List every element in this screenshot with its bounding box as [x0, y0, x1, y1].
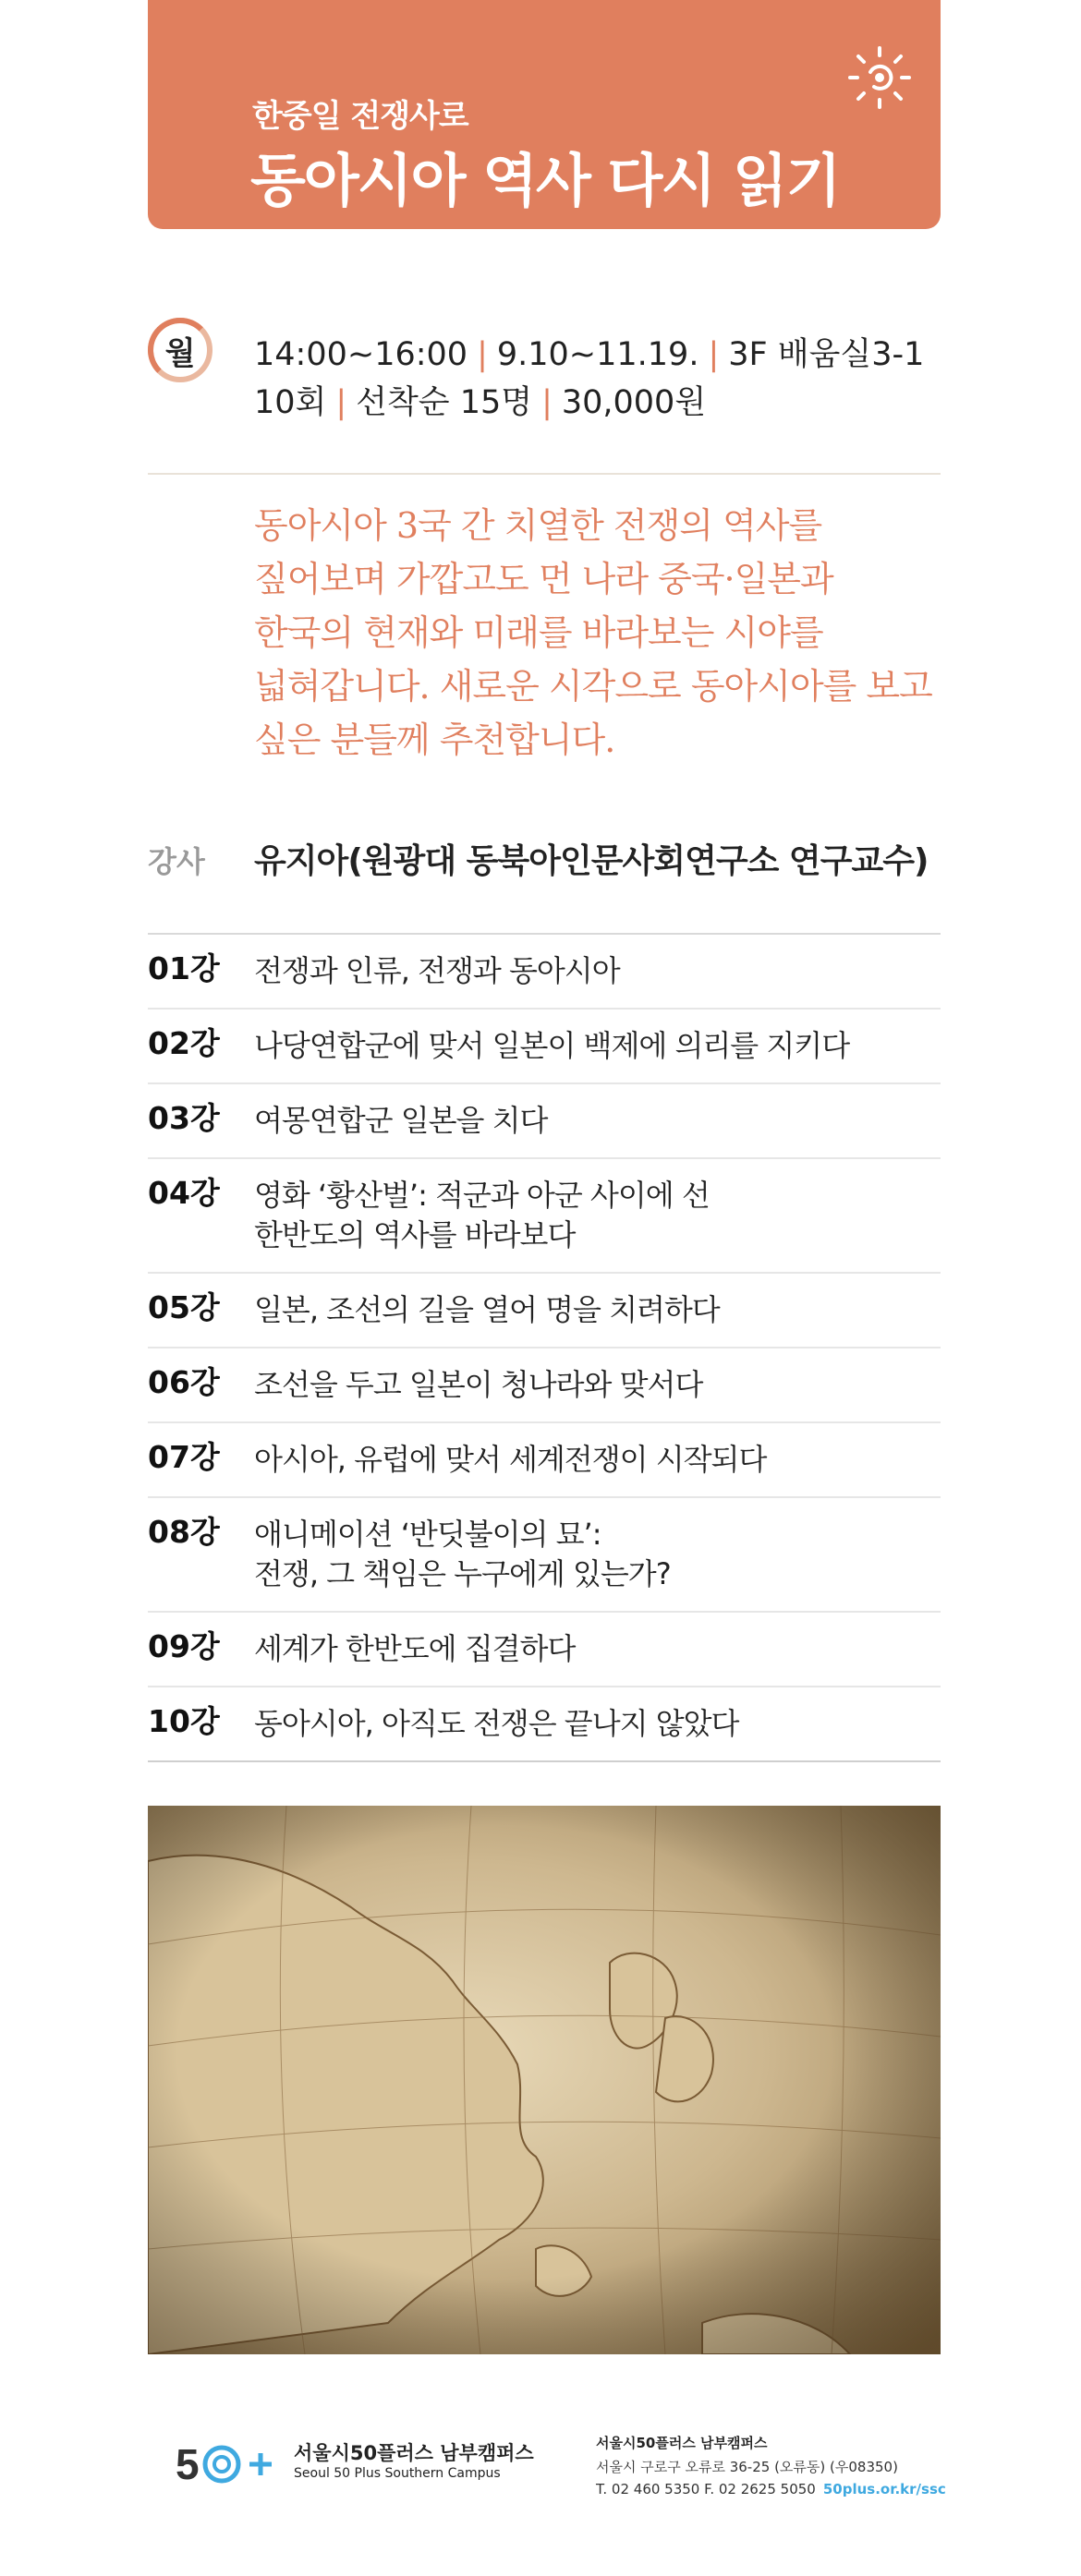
- lesson-row: [148, 1613, 941, 1687]
- schedule-fee: 30,000원: [561, 384, 707, 421]
- schedule-dates: 9.10~11.19.: [496, 336, 699, 373]
- lesson-title: [254, 1290, 720, 1330]
- lesson-title-line-1: 조선을 두고 일본이 청나라와 맞서다: [254, 1367, 703, 1402]
- lesson-title-line-1: 여몽연합군 일본을 치다: [254, 1103, 548, 1138]
- lesson-number: 02강: [148, 1025, 220, 1061]
- lesson-number: 08강: [148, 1514, 220, 1550]
- lesson-row: [148, 1010, 941, 1084]
- course-description: 동아시아 3국 간 치열한 전쟁의 역사를 짚어보며 가깝고도 먼 나라 중국·일본과 한국의 현재와 미래를 바라보는 시야를 넓혀갑니다. 새로운 시각으로 동아시아를 보고 싶은 분들께 추천합니다.: [254, 505, 932, 760]
- lesson-list: [148, 933, 941, 1762]
- schedule-line-2: 10회 | 선착순 15명 | 30,000원: [254, 384, 707, 421]
- lesson-title-line-2: 한반도의 역사를 바라보다: [254, 1217, 576, 1252]
- sun-logo-icon: [846, 44, 913, 111]
- lesson-title: [254, 1440, 766, 1480]
- lesson-row: [148, 1498, 941, 1613]
- day-label: 월: [164, 334, 196, 372]
- schedule-room: 3F 배움실3-1: [728, 336, 925, 373]
- lesson-row: [148, 1159, 941, 1274]
- lesson-title-line-1: 아시아, 유럽에 맞서 세계전쟁이 시작되다: [254, 1442, 767, 1477]
- lesson-row: [148, 1274, 941, 1348]
- lesson-row: [148, 1423, 941, 1498]
- lesson-title: [254, 1026, 849, 1066]
- lesson-title-line-1: 애니메이션 ‘반딧불이의 묘’:: [254, 1517, 601, 1552]
- svg-text:5: 5: [176, 2440, 200, 2488]
- lesson-number: 01강: [148, 950, 220, 986]
- schedule-sessions: 10회: [254, 384, 327, 421]
- footer-contact: [596, 2481, 946, 2497]
- footer-campus: 서울시50플러스 남부캠퍼스: [596, 2435, 768, 2451]
- footer-org-name: 서울시50플러스 남부캠퍼스: [294, 2442, 534, 2464]
- schedule-line-1: 14:00~16:00 | 9.10~11.19. | 3F 배움실3-1: [254, 336, 925, 373]
- divider: [148, 473, 941, 475]
- lesson-title-line-1: 전쟁과 인류, 전쟁과 동아시아: [254, 953, 620, 988]
- lesson-row: [148, 1084, 941, 1159]
- schedule-capacity: 선착순 15명: [356, 384, 533, 421]
- lesson-number: 04강: [148, 1175, 220, 1211]
- lesson-number: 07강: [148, 1439, 220, 1475]
- lesson-title-line-1: 나당연합군에 맞서 일본이 백제에 의리를 지키다: [254, 1028, 850, 1063]
- footer-address: 서울시 구로구 오류로 36-25 (오류동) (우08350): [596, 2459, 898, 2475]
- lesson-title: [254, 1515, 671, 1594]
- day-badge: [148, 318, 213, 382]
- lesson-title: [254, 951, 620, 991]
- lesson-title-line-1: 일본, 조선의 길을 열어 명을 치려하다: [254, 1292, 720, 1327]
- header-title: 동아시아 역사 다시 읽기: [250, 147, 840, 214]
- footer-phone-fax: T. 02 460 5350 F. 02 2625 5050: [596, 2481, 816, 2497]
- lesson-title-line-1: 영화 ‘황산벌’: 적군과 아군 사이에 선: [254, 1178, 710, 1213]
- lesson-row: [148, 1348, 941, 1423]
- lesson-number: 06강: [148, 1364, 220, 1400]
- instructor-label: 강사: [148, 844, 205, 879]
- antique-map-image: [148, 1806, 941, 2354]
- lesson-number: 05강: [148, 1289, 220, 1325]
- schedule-time: 14:00~16:00: [254, 336, 468, 373]
- lesson-title: [254, 1629, 575, 1669]
- map-illustration: [148, 1806, 941, 2354]
- lesson-title-line-2: 전쟁, 그 책임은 누구에게 있는가?: [254, 1556, 671, 1591]
- footer-org-name-en: Seoul 50 Plus Southern Campus: [294, 2466, 501, 2481]
- lesson-title-line-1: 동아시아, 아직도 전쟁은 끝나지 않았다: [254, 1706, 739, 1741]
- lesson-number: 09강: [148, 1628, 220, 1664]
- lesson-title-line-1: 세계가 한반도에 집결하다: [254, 1631, 576, 1666]
- lesson-row: [148, 935, 941, 1010]
- lesson-title: [254, 1176, 710, 1255]
- instructor-name: 유지아(원광대 동북아인문사회연구소 연구교수): [254, 842, 929, 880]
- header-subtitle: 한중일 전쟁사로: [252, 98, 468, 135]
- footer-url-link[interactable]: 50plus.or.kr/ssc: [822, 2481, 946, 2497]
- 50plus-logo-icon: [176, 2431, 277, 2496]
- header-banner: [148, 0, 941, 229]
- lesson-title: [254, 1365, 702, 1405]
- lesson-number: 03강: [148, 1100, 220, 1136]
- lesson-title: [254, 1101, 547, 1141]
- lesson-title: [254, 1704, 738, 1744]
- lesson-number: 10강: [148, 1703, 220, 1739]
- lesson-row: [148, 1687, 941, 1762]
